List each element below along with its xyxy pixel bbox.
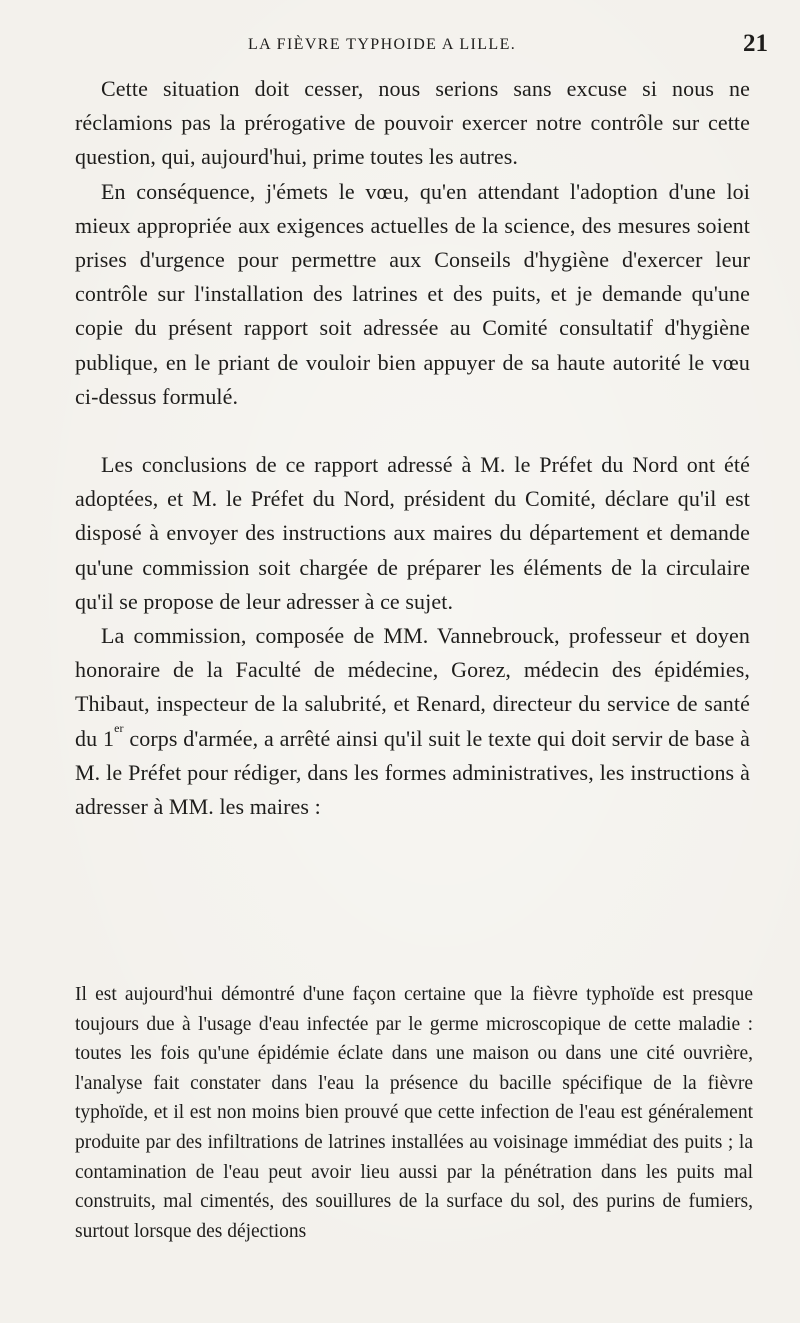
- running-title: LA FIÈVRE TYPHOIDE A LILLE.: [248, 36, 517, 53]
- main-text: [75, 72, 750, 824]
- page-number: 21: [743, 30, 768, 57]
- instructions-paragraph: Il est aujourd'hui démontré d'une façon certaine que la fièvre typhoïde est presque toujours due à l'usage d'eau infectée par le germe microscopique de cette maladie : toutes les fois qu'une épidémie éclate dans une maison ou dans une cité ouvrière, l'analyse fait constater dans l'eau la présence du bacille spécifique de la fièvre typhoïde, et il est non moins bien prouvé que cette infection de l'eau est généralement produite par des infiltrations de latrines installées au voisinage immédiat des puits ; la contamination de l'eau peut avoir lieu aussi par la pénétration dans les puits mal construits, mal cimentés, des souillures de la surface du sol, des purins de fumiers, surtout lorsque des déjections: [75, 984, 753, 1242]
- paragraph-voeu: En conséquence, j'émets le vœu, qu'en attendant l'adoption d'une loi mieux appropriée aux exigences actuelles de la science, des mesures soient prises d'urgence pour permettre aux Conseils d'hygiène d'exercer leur contrôle sur l'installation des latrines et des puits, et je demande qu'une copie du présent rapport soit adressée au Comité consultatif d'hygiène publique, en le priant de vouloir bien appuyer de sa haute autorité le vœu ci-dessus formulé.: [75, 178, 750, 409]
- commission-text-part-2: corps d'armée, a arrêté ainsi qu'il suit le texte qui doit servir de base à M. le Préfet pour rédiger, dans les formes administratives, les instructions à adresser à MM. les maires :: [75, 725, 750, 820]
- running-head: [0, 30, 800, 60]
- ordinal-superscript: er: [114, 720, 124, 735]
- paragraph-situation: Cette situation doit cesser, nous serions sans excuse si nous ne réclamions pas la prérogative de pouvoir exercer notre contrôle sur cette question, qui, aujourd'hui, prime toutes les autres.: [75, 76, 750, 170]
- paragraph-commission: [75, 619, 750, 824]
- paragraph-conclusions: Les conclusions de ce rapport adressé à M. le Préfet du Nord ont été adoptées, et M. le Préfet du Nord, président du Comité, déclare qu'il est disposé à envoyer des instructions aux maires du département et demande qu'une commission soit chargée de préparer les éléments de la circulaire qu'il se propose de leur adresser à ce sujet.: [75, 452, 750, 614]
- commission-text-part-1: La commission, composée de MM. Vannebrouck, professeur et doyen honoraire de la Faculté de médecine, Gorez, médecin des épidémies, Thibaut, inspecteur de la salubrité, et Renard, directeur du service de santé du 1: [75, 623, 750, 751]
- instructions-excerpt: [75, 980, 753, 1246]
